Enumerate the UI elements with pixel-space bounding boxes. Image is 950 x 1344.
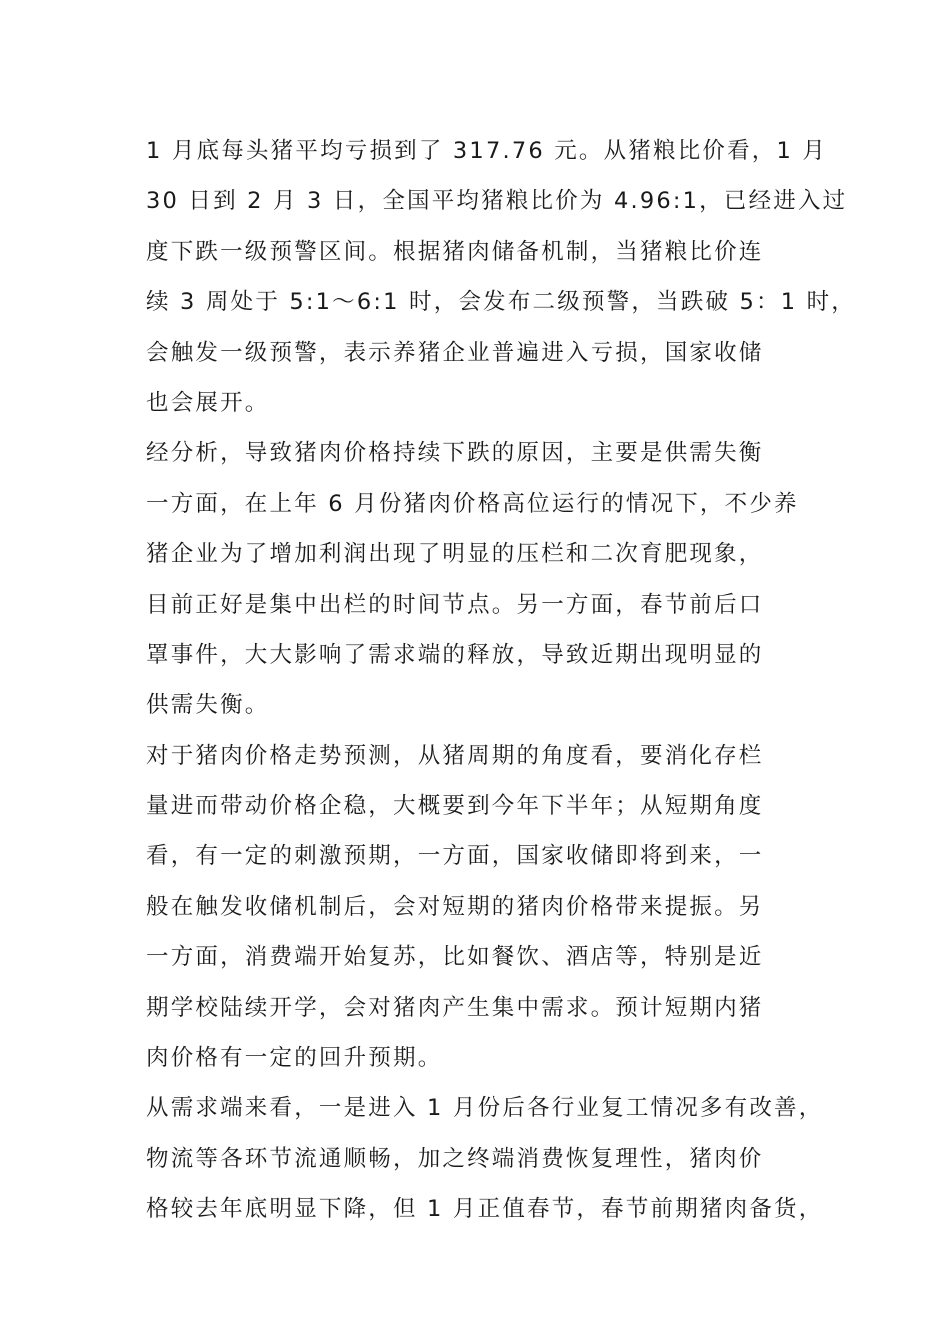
- text-line: 续 3 周处于 5:1～6:1 时，会发布二级预警，当跌破 5：1 时，: [146, 289, 856, 316]
- text-line: 猪企业为了增加利润出现了明显的压栏和二次育肥现象，: [146, 541, 764, 568]
- text-line: 度下跌一级预警区间。根据猪肉储备机制，当猪粮比价连: [146, 238, 764, 265]
- text-line: 量进而带动价格企稳，大概要到今年下半年；从短期角度: [146, 793, 764, 820]
- paragraph-2: [146, 428, 836, 730]
- text-line: 一方面，在上年 6 月份猪肉价格高位运行的情况下，不少养: [146, 490, 799, 517]
- text-line: 看，有一定的刺激预期，一方面，国家收储即将到来，一: [146, 843, 764, 870]
- text-line: 从需求端来看，一是进入 1 月份后各行业复工情况多有改善，: [146, 1095, 824, 1122]
- text-line: 会触发一级预警，表示养猪企业普遍进入亏损，国家收储: [146, 339, 764, 366]
- text-line: 也会展开。: [146, 389, 270, 416]
- text-line: 罩事件，大大影响了需求端的释放，导致近期出现明显的: [146, 641, 764, 668]
- text-line: 对于猪肉价格走势预测，从猪周期的角度看，要消化存栏: [146, 742, 764, 769]
- text-line: 格较去年底明显下降，但 1 月正值春节，春节前期猪肉备货，: [146, 1196, 824, 1223]
- text-line: 30 日到 2 月 3 日，全国平均猪粮比价为 4.96:1，已经进入过: [146, 188, 848, 215]
- text-line: 目前正好是集中出栏的时间节点。另一方面，春节前后口: [146, 591, 764, 618]
- text-line: 1 月底每头猪平均亏损到了 317.76 元。从猪粮比价看，1 月: [146, 138, 828, 164]
- document-body: [146, 126, 856, 1235]
- text-line: 经分析，导致猪肉价格持续下跌的原因，主要是供需失衡: [146, 440, 764, 467]
- text-line: 一方面，消费端开始复苏，比如餐饮、酒店等，特别是近: [146, 944, 764, 971]
- text-line: 物流等各环节流通顺畅，加之终端消费恢复理性，猪肉价: [146, 1145, 764, 1172]
- paragraph-1: [146, 126, 856, 428]
- text-line: 期学校陆续开学，会对猪肉产生集中需求。预计短期内猪: [146, 994, 764, 1021]
- text-line: 肉价格有一定的回升预期。: [146, 1045, 443, 1072]
- text-line: 供需失衡。: [146, 692, 270, 719]
- text-line: 般在触发收储机制后，会对短期的猪肉价格带来提振。另: [146, 893, 764, 920]
- paragraph-4: [146, 1083, 836, 1234]
- paragraph-3: [146, 731, 836, 1084]
